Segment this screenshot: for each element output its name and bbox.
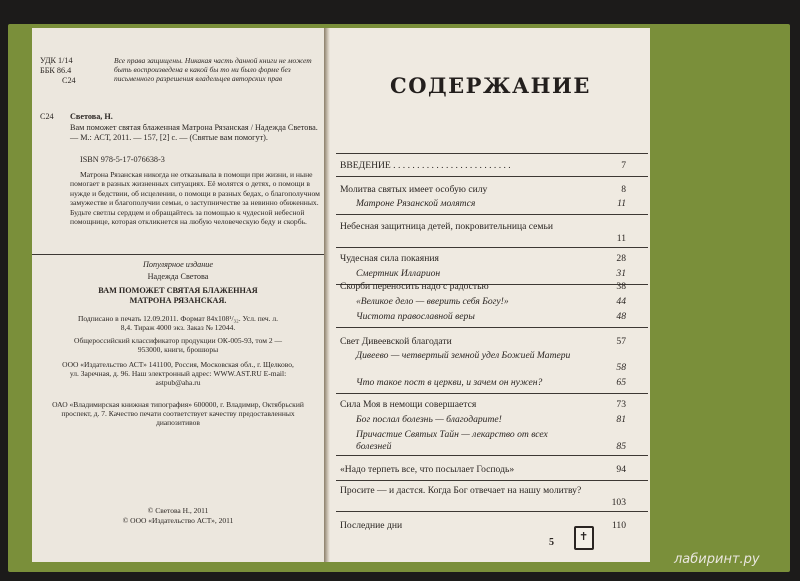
popular-edition: Популярное издание xyxy=(142,260,214,269)
toc-entry-page: 31 xyxy=(616,268,626,279)
toc-rule xyxy=(336,480,648,481)
toc-entry xyxy=(356,350,626,373)
toc-entry-page: 28 xyxy=(616,253,626,264)
toc-entry xyxy=(340,464,626,476)
isbn: ISBN 978-5-17-076638-3 xyxy=(80,155,165,164)
toc-entry-title: Скорби переносить надо с радостью xyxy=(340,281,489,292)
watermark: лабиринт.ру xyxy=(674,552,760,567)
toc-rule xyxy=(336,247,648,248)
toc-entry-title: Смертник Илларион xyxy=(356,268,441,279)
book-spread xyxy=(8,24,790,572)
toc-entry-page: 11 xyxy=(617,198,626,209)
publisher-info: ООО «Издательство АСТ» 141100, Россия, Московская обл., г. Щелково, ул. Заречная, д. 96. Наш электронный адрес: WWW.AST.RU E-mail: astpub@aha.ru xyxy=(62,360,294,387)
toc-top-rule xyxy=(336,153,648,154)
toc-entry-title: Причастие Святых Тайн — лекарство от всех болезней xyxy=(356,429,548,452)
toc-rule xyxy=(336,511,648,512)
toc-entry xyxy=(356,429,626,452)
bibliographic-record: Вам поможет святая блаженная Матрона Рязанская / Надежда Светова. — М.: АСТ, 2011. — 157, [2] с. — (Святые вам помогут). xyxy=(70,123,318,142)
toc-entry xyxy=(356,198,626,210)
toc-rule xyxy=(336,176,648,177)
toc-entry-page: 44 xyxy=(616,296,626,307)
copyright-publisher: © ООО «Издательство АСТ», 2011 xyxy=(122,516,234,525)
toc-entry-page: 11 xyxy=(616,232,626,244)
toc-entry-page: 94 xyxy=(616,464,626,475)
toc-title: СОДЕРЖАНИЕ xyxy=(390,73,591,98)
toc-entry-title: Просите — и дастся. Когда Бог отвечает на нашу молитву? xyxy=(340,485,582,496)
toc-entry-page: 57 xyxy=(616,336,626,347)
author-name: Надежда Светова xyxy=(147,272,209,281)
left-page xyxy=(32,28,324,562)
toc-entry-page: 58 xyxy=(616,361,626,373)
toc-entry xyxy=(340,160,626,172)
toc-entry xyxy=(340,184,626,196)
toc-entry-page: 85 xyxy=(616,440,626,452)
author-heading: Светова, Н. xyxy=(70,112,113,121)
toc-entry-title: Свет Дивеевской благодати xyxy=(340,336,452,347)
bbk-code: ББК 86.4 xyxy=(40,66,72,75)
shelf-code: C24 xyxy=(62,76,76,85)
toc-entry xyxy=(356,414,626,426)
printer-info: ОАО «Владимирская книжная типография» 600000, г. Владимир, Октябрьский проспект, д. 7. Качество печати соответствует качеству предоставленных диапозитивов xyxy=(52,400,304,427)
toc-entry xyxy=(340,221,626,244)
page-number: 5 xyxy=(549,537,554,548)
print-info: Подписано в печать 12.09.2011. Формат 84x108¹/₃₂. Усл. печ. л. 8,4. Тираж 4000 экз. Заказ № 12044. xyxy=(77,314,279,332)
rights-notice: Все права защищены. Никакая часть данной книги не может быть воспроизведена в какой бы то ни было форме без письменного разрешения владельцев авторских прав xyxy=(114,56,312,84)
toc-rule xyxy=(336,393,648,394)
toc-entry-title: Чистота православной веры xyxy=(356,311,475,322)
udk-block xyxy=(40,56,100,86)
toc-entry-page: 7 xyxy=(621,160,626,171)
bible-book-icon xyxy=(574,526,594,550)
shelf-code-2: C24 xyxy=(40,112,54,121)
annotation: Матрона Рязанская никогда не отказывала в помощи при жизни, и ныне помогает в разных жизненных ситуациях. Её молятся о детях, о помощи в нужде и бедствии, об исцелении, о помощи в разных бедах, о благополучном замужестве и благополучии семьи, о заступничестве за невинно обиженных. Будьте светлы сердцем и обращайтесь за помощью к чудесной небесной помощнице, которая откликнется на любую человеческую беду и скорбь. xyxy=(70,170,320,227)
toc-entry-title: Что такое пост в церкви, и зачем он нужен? xyxy=(356,377,543,388)
right-page xyxy=(330,28,650,562)
toc-entry-title: Небесная защитница детей, покровительница семьи xyxy=(340,221,553,232)
toc-entry xyxy=(340,485,626,508)
toc-entry-page: 8 xyxy=(621,184,626,195)
toc-entry xyxy=(340,336,626,348)
toc-entry-title: ВВЕДЕНИЕ . . . . . . . . . . . . . . . . . . . . . . . . . xyxy=(340,160,511,171)
toc-entry-title: Сила Моя в немощи совершается xyxy=(340,399,477,410)
copyright-author: © Светова Н., 2011 xyxy=(147,506,209,515)
toc-rule xyxy=(336,214,648,215)
toc-entry-title: Бог послал болезнь — благодарите! xyxy=(356,414,502,425)
toc-rule xyxy=(336,327,648,328)
book-title-line1: ВАМ ПОМОЖЕТ СВЯТАЯ БЛАЖЕННАЯ xyxy=(98,286,258,295)
book-title-line2: МАТРОНА РЯЗАНСКАЯ. xyxy=(129,296,227,305)
toc-entry-title: Чудесная сила покаяния xyxy=(340,253,439,264)
toc-entry xyxy=(340,281,626,293)
udk-code: УДК 1/14 xyxy=(40,56,73,65)
toc-entry-title: Последние дни xyxy=(340,520,403,531)
toc-entry-page: 65 xyxy=(616,377,626,388)
toc-entry-title: «Великое дело — вверить себя Богу!» xyxy=(356,296,509,307)
classifier: Общероссийский классификатор продукции ОК-005-93, том 2 — 953000, книги, брошюры xyxy=(74,336,282,354)
toc-entry xyxy=(356,296,626,308)
toc-entry-page: 73 xyxy=(616,399,626,410)
toc-entry-page: 110 xyxy=(611,520,626,531)
toc-entry-title: «Надо терпеть все, что посылает Господь» xyxy=(340,464,515,475)
toc-entry-title: Матроне Рязанской молятся xyxy=(356,198,476,209)
toc-entry-title: Молитва святых имеет особую силу xyxy=(340,184,488,195)
toc-entry xyxy=(356,268,626,280)
toc-entry xyxy=(356,311,626,323)
toc-entry xyxy=(340,253,626,265)
toc-entry-page: 81 xyxy=(616,414,626,425)
toc-entry-page: 48 xyxy=(616,311,626,322)
divider xyxy=(32,254,324,255)
toc-entry xyxy=(356,377,626,389)
toc-entry-title: Дивеево — четвертый земной удел Божией Матери xyxy=(356,350,571,361)
toc-entry xyxy=(340,399,626,411)
toc-rule xyxy=(336,455,648,456)
toc-entry-page: 38 xyxy=(616,281,626,292)
toc-entry-page: 103 xyxy=(611,496,626,508)
